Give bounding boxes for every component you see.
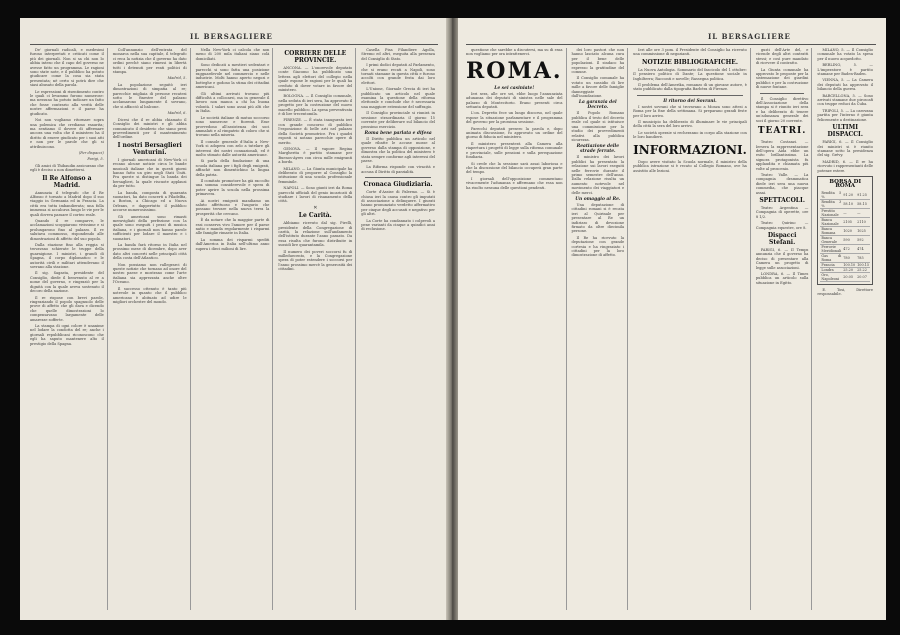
stock-cell: Gas di Roma (821, 253, 842, 262)
article-paragraph: questione che sarebbe a discutersi, ma su di essa non vogliamo per ora intrattenerci. (466, 48, 563, 57)
article-heading: I nostri Bersaglieri Venturini. (117, 141, 182, 156)
right-page (458, 18, 886, 620)
stock-cell: Rendita 3 % (821, 199, 842, 208)
article-paragraph: BARCELLONA, 5. — Sono arrivati stamane due piroscafi con truppe reduci da Cuba. (817, 93, 874, 107)
stock-cell: Ferrovie Meridionali (821, 244, 842, 253)
article-paragraph: GENOVA. — Il vapore Regina Margherita è partito stamane per Buenos-Ayres con circa mille emigranti a bordo. (278, 146, 353, 165)
section-title-roma: ROMA. (466, 57, 563, 84)
article-paragraph: Teatro Argentina — Compagnia di operette, ore 8 1/2. (755, 205, 809, 219)
stock-cell: 20.05 (842, 272, 856, 281)
article-paragraph: Sono dedicati a mestieri sedentari e parecchi si sono fatta una posizione ragguardevole nel commercio e nelle industrie. Molti hanno aperto negozi e botteghe e godono la stima dei cittadini americani. (195, 63, 270, 90)
stock-cell: 1025 (856, 226, 870, 235)
head-rule (466, 44, 876, 45)
article-subheading: La garanzia del Decreto. (578, 100, 617, 111)
stock-cell: 91.20 (842, 191, 856, 200)
head-rule (30, 44, 438, 45)
article-paragraph: Il Diritto pubblica un articolo nel quale ribatte le accuse mosse al governo dalla stampa di opposizione, e dimostra che la politica del ministero è stata sempre conforme agli interessi del paese. (361, 136, 435, 163)
article-paragraph: Il re rispose con brevi parole, ringraziando il popolo spagnuolo delle prove di affetto che gli dava e dicendo che quelle dimostrazioni lo compensavano largamente delle amarezze sofferte. (30, 295, 104, 322)
article-paragraph: Nella New-York ci calcola che non meno di 200 mila italiani siano colà domiciliati. (195, 48, 270, 61)
stock-cell: Banca Nazionale (820, 217, 842, 226)
article-paragraph: Le espressioni di risentimento contro le quali ci levammo furono numerose: ma nessuno ha potuto indicare un fatto che fosse contrario alla verità delle nostre affermazioni e il paese ha giudicato. (30, 89, 104, 116)
article-paragraph: I primi dodici deputati al Parlamento, che si erano recati a Napoli, sono tornati stamane in questa città e furono accolti con grande festa dai loro elettori. (361, 63, 435, 85)
dateline: (Per dispacci) (78, 150, 104, 155)
stock-cell: Prestito Nazionale (820, 208, 842, 217)
article-paragraph: Il Consiglio provinciale si riunirà in sessione straordinaria il giorno 15 corrente per deliberare sul bilancio del prossimo esercizio. (361, 111, 435, 129)
left-columns (30, 48, 438, 610)
article-paragraph: La banda, composta di quaranta suonatori, ha dato concerti a Filadelfia, a Boston, a Chicago ed a Nuova Orleans, e dappertutto il pubblico accorse numerosissimo. (112, 190, 187, 213)
article-paragraph: I giornali dell'opposizione commentano vivacemente l'adunanza e affermano che essa non ha risolto nessuna delle questioni pendenti. (466, 176, 563, 190)
stock-cell: Oro, Napoleoni (820, 272, 842, 281)
article-paragraph: Il numero dei poveri soccorsi fu di milleduecento, e la Congregazione spera di poter estendere i soccorsi per l'anno prossimo mercè la generosità dei cittadini. (278, 249, 353, 272)
article-paragraph: L'Unione, Giornale Grecia di ieri ha pubblicato un articolo nel quale esamina la questione della riforma elettorale e conclude che è necessaria una maggiore estensione del suffragio. (361, 87, 435, 109)
article-paragraph: I giornali americani di New-York ci recano alcune notizie circa le bande musicali italiane che in questi giorni hanno fatto un giro negli Stati Uniti. Fra queste si distingue la banda dei bersaglieri, la quale riscuote applausi da per tutto. (112, 157, 187, 189)
article-paragraph: Abbiamo ricevuto dal sig. Pirelli, presidente della Congregazione di carità, la relazione sull'andamento dell'istituto durante l'anno passato. Da essa risulta che furono distribuite in sussidi lire quarantamila. (278, 221, 353, 248)
stock-row (820, 253, 870, 262)
article-paragraph: Casella Pisa Filandiere Agolla, Stremo ed altri, eseguita alla presenza del Consiglio di Stato. (361, 48, 435, 61)
stock-row (820, 272, 870, 281)
stock-cell: 100.10 (843, 262, 856, 267)
article-paragraph: Le società operaie si recheranno in corpo alla stazione con le loro bandiere. (633, 130, 747, 140)
article-paragraph: Dopo avere visitato la Scuola normale, il ministro della pubblica istruzione si è recato al Collegio Romano, ove ha assistito alle lezioni. (633, 159, 747, 173)
article-paragraph: Il Consiglio comunale ha votato un sussidio di lire mille a favore delle famiglie danneggiate dall'inondazione. (571, 76, 625, 99)
article-subheading: Roma bene parlata e difesa (364, 130, 432, 136)
stock-row (820, 199, 870, 208)
column (633, 48, 751, 610)
article-paragraph: Il problema dell'Amerika, romanzo di un giovane autore, è stato pubblicato dalla tipografia Barbèra di Firenze. (633, 83, 747, 92)
left-page (20, 18, 446, 620)
stock-cell: 474 (856, 244, 870, 253)
column (30, 48, 108, 610)
article-paragraph: Gli ultimi arrivati trovano più difficoltà a collocarsi, ma in generale il lavoro non manca a chi ha buona volontà. I salari sono assai più alti che in Italia. (195, 91, 270, 114)
column (572, 48, 629, 610)
article-paragraph: Dicesi che il re abbia chiamato il Consiglio dei ministri e gli abbia comunicato il desiderio che siano presi provvedimenti per il mantenimento dell'ordine. (112, 117, 187, 140)
article-heading: Cronaca Giudiziaria. (363, 181, 433, 189)
article-paragraph: FIRENZE. — È stata inaugurata ieri con grande concorso di pubblico l'esposizione di belle arti nel palazzo della Società promotrice. Fra i quadri esposti si notano parecchie opere di merito. (278, 118, 353, 145)
article-paragraph: Noi non vogliamo ritornare sopra una polemica che crediamo esaurita; ma sentiamo il dovere di affermare ancora una volta che il ministero ha il diritto di essere giudicato per i suoi atti e non per le parole che gli si attribuiscono. (30, 118, 104, 149)
article-paragraph: Il ministro dei lavori pubblici ha presentato la relazione sui lavori eseguiti nelle ferrovie durante il primo semestre dell'anno. Dalla relazione risulta un aumento notevole nel movimento dei viaggiatori e delle merci. (571, 155, 625, 195)
article-heading: ULTIMI DISPACCI. (827, 124, 863, 139)
column (817, 48, 876, 610)
article-paragraph: Ieri sera, alle ore sei, ebbe luogo l'annunziata adunanza dei deputati di sinistra nelle sale del palazzo di Montecitorio. Erano presenti circa settanta deputati. (466, 91, 563, 110)
article-paragraph: PARIGI, 6. — Il Consiglio dei ministri si è riunito stamane sotto la presidenza del sig. Grévy. (817, 140, 874, 158)
article-paragraph: La popolazione seguitò ieri dimostrazioni di simpatia al re; parecchie migliaia di persone recatesi sotto le finestre del palazzo acclamarono lungamente il sovrano, che si affacciò al balcone. (112, 82, 187, 109)
section-title-informazioni: INFORMAZIONI. (633, 142, 747, 157)
stock-row (820, 235, 870, 244)
article-heading: Dispacci Stefani. (767, 232, 797, 246)
article-paragraph: Quando il re comparve, le acclamazioni scoppiarono vivissime e si prolungarono fino al palazzo. Il re salutava commosso, rispondendo alle dimostrazioni di affetto del suo popolo. (30, 219, 104, 241)
article-paragraph: VIENNA, 5. — La Camera dei deputati ha approvato il bilancio della guerra. (817, 78, 874, 92)
separator-rule (365, 177, 431, 178)
article-paragraph: È da notare che la maggior parte di essi conserva vivo l'amore per il paese natio e manda regolarmente i risparmi alle famiglie rimaste in Italia. (195, 218, 270, 236)
article-paragraph: Il successo ottenuto è tanto più notevole in quanto che il pubblico americano è abituato ad udire le migliori orchestre del mondo. (112, 286, 187, 304)
stock-cell: 100.15 (857, 262, 870, 267)
article-paragraph: Una deputazione di cittadini romani si è recata ieri al Quirinale per presentare al Re un indirizzo di devozione firmato da oltre diecimila persone. (571, 202, 625, 234)
dateline: Madrid, 5. (167, 76, 187, 81)
stock-table-title: BORSA DI ROMA (829, 178, 862, 190)
article-heading: SPETTACOLI. (759, 196, 805, 204)
article-paragraph: E. Tosi, Direttore responsabile. (817, 287, 874, 297)
page-gutter (446, 18, 458, 620)
article-paragraph: La banda farà ritorno in Italia nel prossimo mese di dicembre, dopo aver dato altri concerti nelle principali città della costa dell'Atlantico. (112, 243, 187, 261)
running-head-left: IL BERSAGLIERE (190, 32, 273, 41)
article-paragraph: Il municipio ha deliberato di illuminare le vie principali della città la sera del loro arrivo. (633, 120, 747, 129)
article-paragraph: La stampa di ogni colore è unanime nel lodare la condotta del re; anche i giornali repubblicani riconoscono che egli ha saputo mantenere alto il prestigio della Spagna. (30, 323, 104, 346)
article-paragraph: Il sig. Sagasta, presidente del Consiglio, diede il benvenuto al re a nome del governo, e ringraziò per la dignità con la quale aveva sostenuto il decoro della nazione. (30, 271, 104, 294)
article-paragraph: Ai nostri emigrati mandiamo un saluto affettuoso e l'augurio che possano trovare nella nuova terra la prosperità che cercano. (195, 198, 270, 216)
article-paragraph: dei loro pastori che non hanno lasciato alcuna cura per il bene delle popolazioni. Il sindaco ha espresso la gratitudine del comune. (571, 48, 625, 75)
stock-row (820, 262, 870, 267)
stock-cell: 25.20 (842, 267, 856, 272)
article-paragraph: Il Re ha ricevuto la deputazione con grande cortesia e ha ringraziato i cittadini per la loro dimostrazione di affetto. (571, 235, 625, 258)
article-subheading: Un omaggio al Re. (575, 196, 621, 202)
article-paragraph: Gli amici di Thibaudin assicurano che egli è deciso a non dimettersi. (30, 163, 104, 173)
stock-row (820, 226, 870, 235)
newspaper-spread (20, 18, 886, 620)
stock-row (820, 208, 870, 217)
article-paragraph: ANCONA. — L'onorevole deputato conte Giacomo ha pubblicato una lettera agli elettori del collegio nella quale espone le ragioni per le quali ha creduto di dover votare in favore del ministero. (278, 66, 353, 93)
stock-cell: 1020 (842, 226, 856, 235)
stock-cell: 780 (842, 253, 856, 262)
article-heading: NOTIZIE BIBLIOGRAFICHE. (641, 58, 738, 66)
stock-cell: 25.22 (856, 267, 870, 272)
article-paragraph: Le società italiane di mutuo soccorso sono numerose e fiorenti. Esse provvedono all'assistenza dei soci ammalati e al rimpatrio di coloro che si trovano nella miseria. (195, 115, 270, 138)
separator-rule (637, 95, 743, 96)
article-paragraph: L'on. Depretis fece un lungo discorso, nel quale espose la situazione parlamentare e il programma del governo per la prossima sessione. (466, 111, 563, 125)
stock-cell: Francia (820, 262, 842, 267)
article-paragraph: TRIPOLI, 5. — La carovana partita per l'interno è giunta felicemente a destinazione. (817, 108, 874, 122)
stock-cell: Rendita 5 % (821, 190, 842, 199)
article-paragraph: La somma dei risparmi spediti dall'America in Italia nell'ultimo anno supera i dieci milioni di lire. (195, 237, 270, 251)
article-paragraph: La Riforma risponde con vivacità e accusa il Diritto di parzialità. (361, 165, 435, 174)
article-paragraph: De' giornali radicali, e medesimi furono interpretati e criticati come il più dei giornali. Non si sa chi non lo abbia inteso che il capo del governo ne avesse fatto un programma. Le ragioni sono state note, e il pubblico ha potuto giudicare come la cosa sia stata presentata; nè certo si potrà dire che siasi abusato della parola. (30, 48, 104, 88)
article-paragraph: Il ministero presenterà alla Camera alla riapertura i progetti di legge sulla riforma comunale e provinciale, sulle pensioni e sulla perequazione fondiaria. (466, 141, 563, 160)
article-paragraph: La Corte ha condannato i colpevoli a pene varianti da cinque a quindici anni di reclusione. (361, 218, 435, 232)
article-paragraph: Il comitato promotore ha già raccolto una somma considerevole e spera di poter aprire la scuola nella prossima primavera. (195, 178, 270, 197)
article-paragraph: PARIGI, 6. — Il Temps annunzia che il governo ha deciso di presentare alla Camera un progetto di legge sulle associazioni. (755, 248, 809, 270)
stock-cell: 58.15 (856, 199, 870, 208)
dateline: Madrid, 6. (167, 111, 187, 116)
separator-ornament: ✕ (313, 204, 318, 211)
stock-cell: 785 (856, 253, 870, 262)
stock-cell: 91.25 (856, 191, 870, 200)
article-paragraph: gusti dell'Arte del, e vicende degli altri contratti stessi; e così pure mandato di ricevere il contratto. (755, 48, 809, 66)
article-paragraph: La Giunta comunale ha approvato le proposte per la sistemazione dei giardini pubblici e per la costruzione di nuove fontane. (755, 67, 809, 90)
article-paragraph: Teatro Valle. — La compagnia drammatica diede ieri sera una nuova commedia, che piacque assai. (755, 172, 809, 195)
article-paragraph: Parecchi deputati presero la parola e, dopo animata discussione, fu approvato un ordine del giorno di fiducia nel ministero. (466, 126, 563, 140)
article-heading: CORRIERE DELLE PROVINCIE. (284, 50, 347, 64)
article-paragraph: Corte d'Assise di Palermo. — Si è chiusa ieri la causa contro gli imputati di associazione a delinquere. I giurati hanno pronunziato verdetto affermativo per cinque degli accusati e negativo per gli altri. (361, 190, 435, 217)
article-paragraph: I nostri sovrani che si trovavano a Monza sono attesi a Roma per la fine della settimana. Si preparano grandi feste per il loro arrivo. (633, 104, 747, 118)
stock-cell: 58.10 (842, 199, 856, 208)
article-paragraph: LONDRA, 6. — Il Times pubblica un articolo sulla situazione in Egitto. (755, 272, 809, 285)
article-paragraph: MILANO. — La Giunta municipale ha deliberato di proporre al Consiglio la istituzione di una scuola professionale femminile. (278, 166, 353, 184)
stock-cell: — (842, 208, 856, 217)
article-paragraph: Non possiamo non rallegrarci di queste notizie che tornano ad onore del nostro paese e mostrano come l'arte italiana sia apprezzata anche oltre l'Oceano. (112, 262, 187, 285)
stock-cell: 592 (856, 235, 870, 244)
article-subheading: Reatiazione delle strade ferrate. (576, 144, 620, 155)
stock-exchange-table (817, 176, 873, 285)
column (113, 48, 191, 610)
article-subheading: Il ritorno dei Sovrani. (663, 98, 717, 104)
stock-cell: — (856, 208, 870, 217)
column (466, 48, 567, 610)
article-paragraph: Il Consiglio direttivo dell'Associazione della stampa si è riunito ieri sera e ha deliberato di tenere un'adunanza generale dei soci il giorno 20 corrente. (755, 96, 809, 123)
separator-rule (760, 93, 805, 94)
article-paragraph: Dalla stazione fino alla reggia si trovavano schierate le truppe della guarnigione. I ministri, i grandi di Spagna, il corpo diplomatico e le autorità civili e militari attendevano il sovrano alla stazione. (30, 243, 104, 270)
article-paragraph: BERLINO, 5. — L'imperatore è partito stamane per Baden-Baden. (817, 63, 874, 77)
column (361, 48, 438, 610)
stock-cell: Banca Generale (820, 235, 842, 244)
right-columns (466, 48, 876, 610)
article-paragraph: BOLOGNA. — Il Consiglio comunale, nella seduta di ieri sera, ha approvato il progetto per la costruzione del nuovo macello pubblico. La spesa preventivata è di lire trecentomila. (278, 94, 353, 117)
stock-cell: 590 (842, 235, 856, 244)
column (196, 48, 274, 610)
article-paragraph: Si parla della fondazione di una scuola italiana per i figli degli emigrati, affinchè non dimentichino la lingua della patria. (195, 159, 270, 177)
article-paragraph: Annunzia il telegrafo che il Re Alfonso è tornato a Madrid dopo il suo viaggio in Germania ed in Francia. La città era tutta imbandierata; una folla immensa si accalcava lungo le vie per le quali doveva passare il corteo reale. (30, 190, 104, 217)
article-paragraph: MILANO, 5. — Il Consiglio comunale ha votato la spesa per il nuovo acquedotto. (817, 48, 874, 61)
article-heading: Il Re Alfonso a Madrid. (42, 174, 92, 189)
article-paragraph: Il console generale d'Italia a New-York si adopera con zelo a tutelare gli interessi dei nostri connazionali, ed è molto stimato dalle autorità americane. (195, 139, 270, 157)
stock-cell: 472 (842, 244, 856, 253)
article-paragraph: Il Popolo Romano pubblica il testo del decreto reale col quale si istituisce una commissione per lo studio dei provvedimenti relativi alla pubblica sicurezza. (571, 111, 625, 142)
article-paragraph: MADRID, 6. — Il re ha ricevuto i rappresentanti delle potenze estere. (817, 159, 874, 173)
stock-row (820, 191, 870, 200)
section-title-teatri: TEATRI. (757, 126, 807, 137)
stock-cell: 2110 (856, 217, 870, 226)
article-paragraph: Ieri alle ore 3 pom. il Presidente del Consiglio ha ricevuto una commissione di negozianti. (633, 48, 747, 57)
article-heading: Le Carità. (298, 212, 332, 220)
article-paragraph: Gli americani sono rimasti meravigliati della perfezione con la quale sono eseguiti i pezzi di musica italiana, e i giornali non hanno parole sufficienti per lodare il maestro e i suonatori. (112, 214, 187, 241)
running-head-right: IL BERSAGLIERE (708, 32, 791, 41)
stock-row (820, 267, 870, 272)
article-paragraph: Teatro Costanzi. — Iersera la rappresentazione dell'opera Aida ebbe un esito brillantissimo. La signora protagonista fu applaudita e chiamata più volte al proscenio. (755, 140, 809, 171)
stock-cell: Londra (820, 267, 842, 272)
stock-cell: 20.07 (856, 272, 870, 281)
dateline: Parigi, 5. (87, 157, 104, 162)
article-paragraph: Teatro Quirino — Compagnia equestre, ore 8. (755, 221, 809, 230)
stock-row (820, 217, 870, 226)
stock-cell: Banca Romana (820, 226, 842, 235)
article-paragraph: NAPOLI. — Sono giunti ieri da Roma parecchi ufficiali del genio incaricati di studiare i lavori di risanamento della città. (278, 186, 353, 204)
article-paragraph: Si crede che la sessione sarà assai laboriosa e che la discussione del bilancio occuperà gran parte del tempo. (466, 161, 563, 175)
column (278, 48, 356, 610)
column (756, 48, 813, 610)
article-paragraph: La Nuova Antologia. Sommario del fascicolo del 1 ottobre: Il pensiero politico di Dante; La questione sociale in Inghilterra; Racconti e novelle; Rassegna politica. (633, 67, 747, 81)
stock-row (820, 244, 870, 253)
article-paragraph: Coll'annunzio dell'entrata del monarca nella sua capitale, il telegrafo ci reca la notizia che il governo ha dato ordini perchè siano rimessi in libertà tutti i detenuti per reati politici di stampa. (112, 48, 187, 75)
article-subheading: Le sei casiniate! (494, 85, 535, 91)
stock-cell: 2105 (842, 217, 856, 226)
stock-table (820, 191, 870, 282)
